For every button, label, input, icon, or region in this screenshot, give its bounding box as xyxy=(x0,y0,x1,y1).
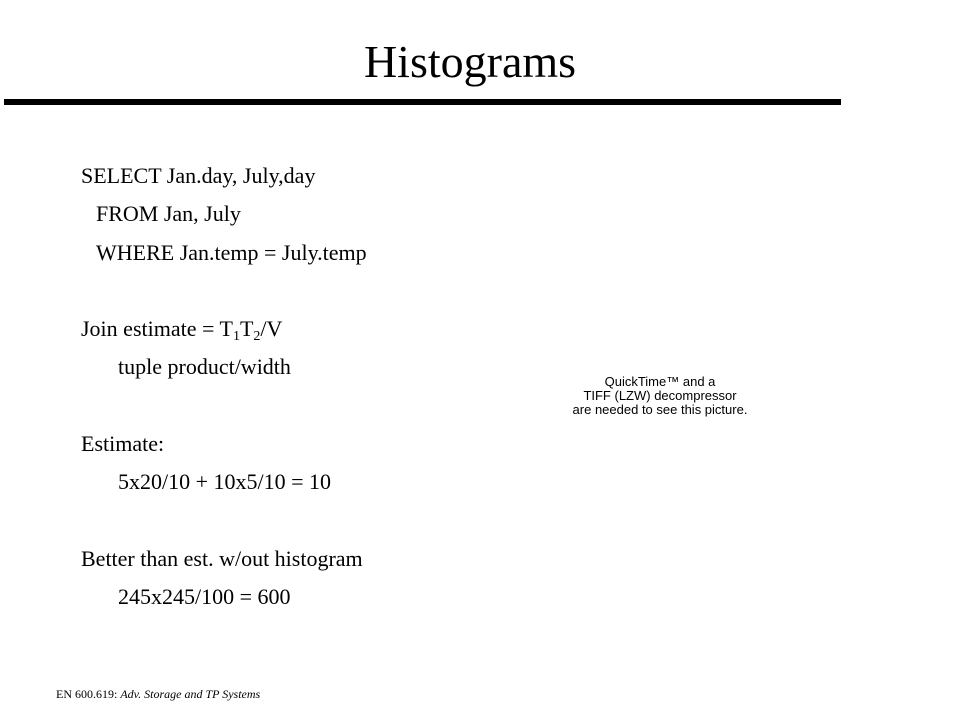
comparison-formula: 245x245/100 = 600 xyxy=(118,584,291,609)
placeholder-line-2: TIFF (LZW) decompressor xyxy=(583,388,737,403)
join-estimate-subscript-1: 1 xyxy=(232,329,240,344)
join-estimate-suffix: /V xyxy=(260,316,283,341)
estimate-label: Estimate: xyxy=(81,431,165,456)
placeholder-line-1: QuickTime™ and a xyxy=(604,374,716,389)
join-estimate-prefix: Join estimate = T xyxy=(81,316,233,341)
title-divider xyxy=(4,99,841,105)
join-estimate-t2: T xyxy=(239,316,254,341)
missing-picture-placeholder xyxy=(560,375,760,417)
query-where-line: WHERE Jan.temp = July.temp xyxy=(96,240,367,265)
query-from-line: FROM Jan, July xyxy=(96,201,241,226)
estimate-formula: 5x20/10 + 10x5/10 = 10 xyxy=(118,469,332,494)
slide-title: Histograms xyxy=(363,36,577,87)
join-estimate-description: tuple product/width xyxy=(118,354,291,379)
comparison-label: Better than est. w/out histogram xyxy=(81,546,363,571)
footer-course: EN 600.619: xyxy=(56,687,121,701)
placeholder-line-3: are needed to see this picture. xyxy=(572,402,748,417)
slide-footer xyxy=(56,686,260,702)
join-estimate-subscript-2: 2 xyxy=(253,329,261,344)
footer-subtitle: Adv. Storage and TP Systems xyxy=(120,687,261,701)
query-select-line: SELECT Jan.day, July,day xyxy=(81,163,316,188)
join-estimate-line xyxy=(81,315,282,343)
